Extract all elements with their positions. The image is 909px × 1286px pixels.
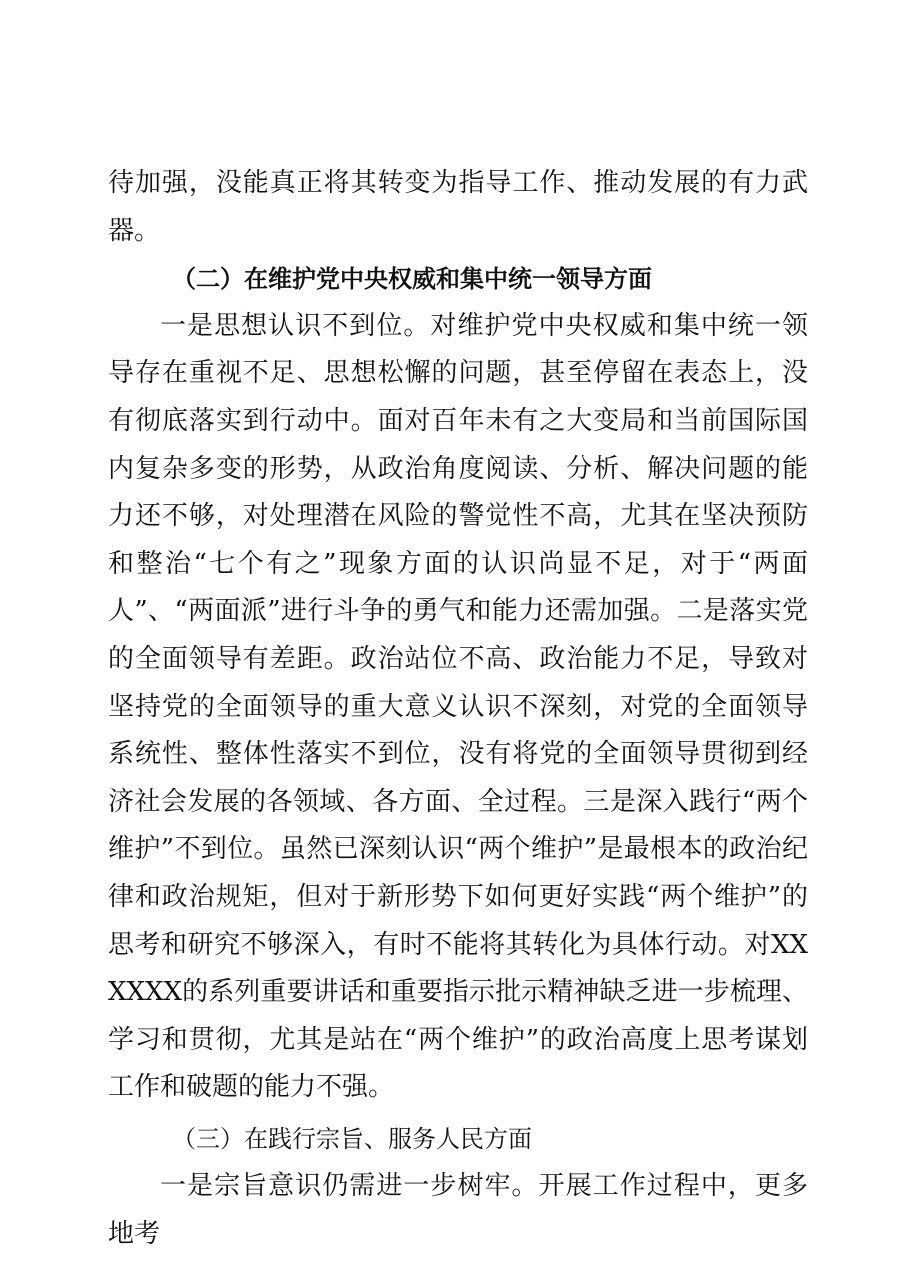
document-body [108,160,808,1259]
section-heading-3: （三）在践行宗旨、服务人民方面 [172,1124,532,1153]
paragraph-section-2: 一是思想认识不到位。对维护党中央权威和集中统一领导存在重视不足、思想松懈的问题，甚至停留在表态上，没有彻底落实到行动中。面对百年未有之大变局和当前国际国内复杂多变的形势，从政治角度阅读、分析、解决问题的能力还不够，对处理潜在风险的警觉性不高，尤其在坚决预防和整治“七个有之”现象方面的认识尚显不足，对于“两面人”、“两面派”进行斗争的勇气和能力还需加强。二是落实党的全面领导有差距。政治站位不高、政治能力不足，导致对坚持党的全面领导的重大意义认识不深刻，对党的全面领导系统性、整体性落实不到位，没有将党的全面领导贯彻到经济社会发展的各领域、各方面、全过程。三是深入践行“两个维护”不到位。虽然已深刻认识“两个维护”是最根本的政治纪律和政治规矩，但对于新形势下如何更好实践“两个维护”的思考和研究不够深入，有时不能将其转化为具体行动。对XXXXXX的系列重要讲话和重要指示批示精神缺乏进一步梳理、学习和贯彻，尤其是站在“两个维护”的政治高度上思考谋划工作和破题的能力不强。 [108,310,808,1103]
paragraph-section-3: 一是宗旨意识仍需进一步树牢。开展工作过程中，更多地考 [108,1171,808,1250]
section-heading-2: （二）在维护党中央权威和集中统一领导方面 [172,264,652,294]
paragraph-continuation: 待加强，没能真正将其转变为指导工作、推动发展的有力武器。 [108,168,808,246]
